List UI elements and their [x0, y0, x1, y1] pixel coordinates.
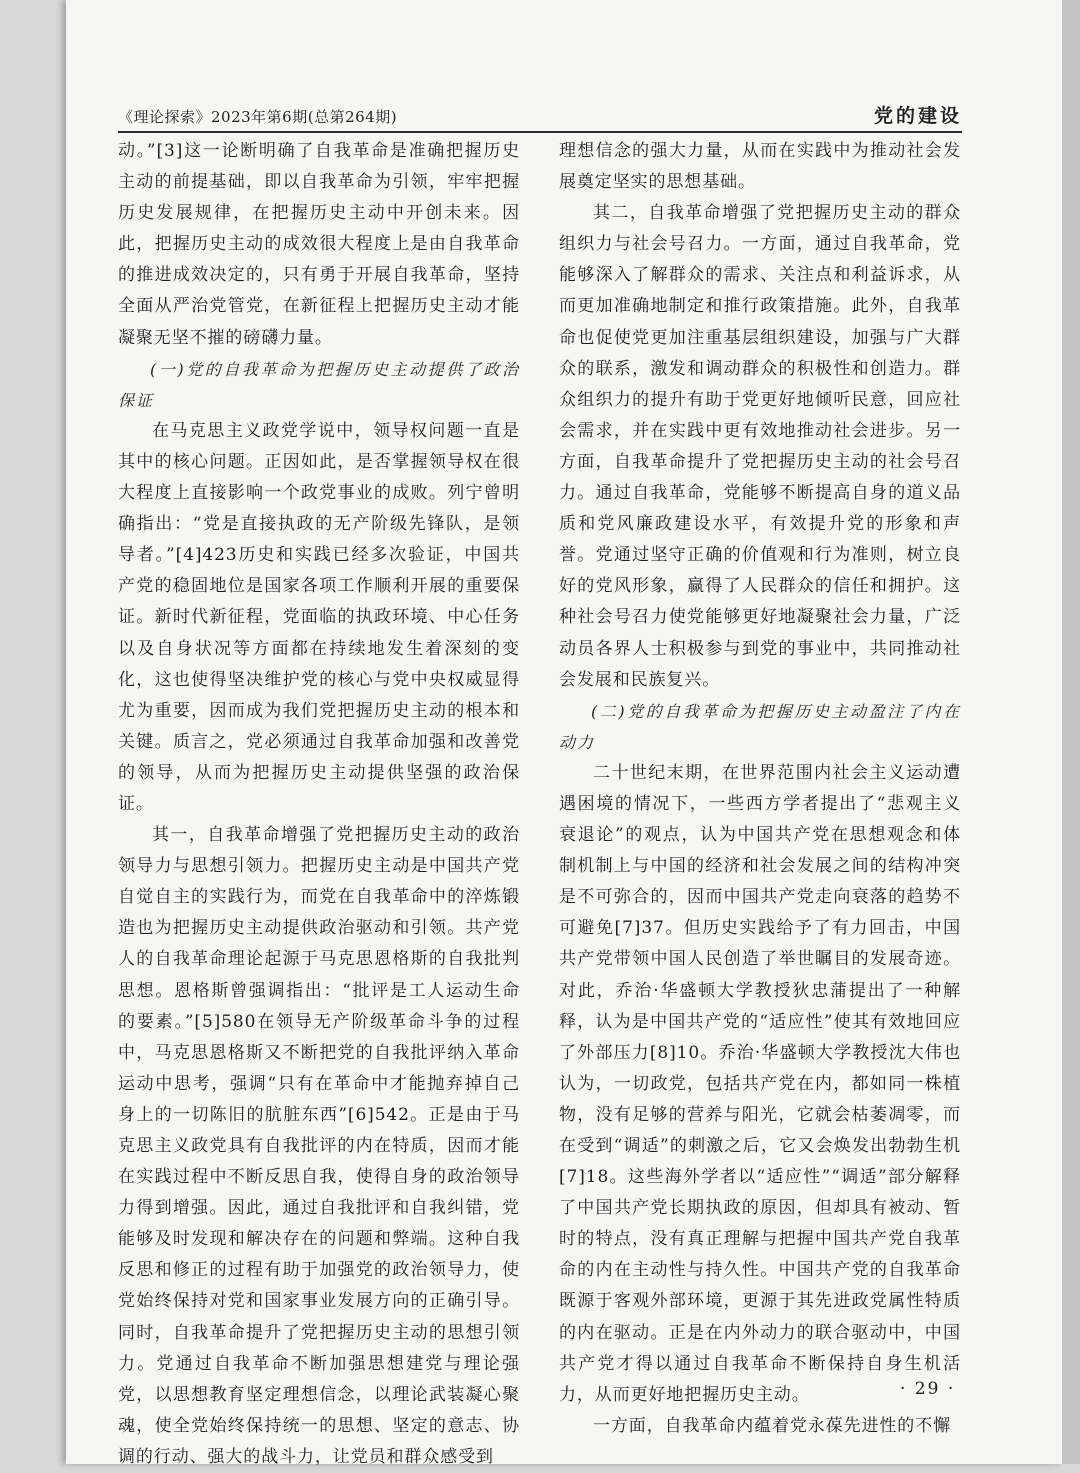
- paragraph: 其二，自我革命增强了党把握历史主动的群众组织力与社会号召力。一方面，通过自我革命，党能够深入了解群众的需求、关注点和利益诉求，从而更加准确地制定和推行政策措施。此外，自我革命也促使党更加注重基层组织建设，加强与广大群众的联系，激发和调动群众的积极性和创造力。群众组织力的提升有助于党更好地倾听民意，回应社会需求，并在实践中更有效地推动社会进步。另一方面，自我革命提升了党把握历史主动的社会号召力。通过自我革命，党能够不断提高自身的道义品质和党风廉政建设水平，有效提升党的形象和声誉。党通过坚守正确的价值观和行为准则，树立良好的党风形象，赢得了人民群众的信任和拥护。这种社会号召力使党能够更好地凝聚社会力量，广泛动员各界人士积极参与到党的事业中，共同推动社会发展和民族复兴。: [559, 203, 961, 690]
- paragraph: 二十世纪末期，在世界范围内社会主义运动遭遇困境的情况下，一些西方学者提出了“悲观主义衰退论”的观点，认为中国共产党在思想观念和体制机制上与中国的经济和社会发展之间的结构冲突是不可弥合的，因而中国共产党走向衰落的趋势不可避免[7]37。但历史实践给予了有力回击，中国共产党带领中国人民创造了举世瞩目的发展奇迹。对此，乔治·华盛顿大学教授狄忠蒲提出了一种解释，认为是中国共产党的“适应性”使其有效地回应了外部压力[8]10。乔治·华盛顿大学教授沈大伟也认为，一切政党，包括共产党在内，都如同一株植物，没有足够的营养与阳光，它就会枯萎凋零，而在受到“调适”的刺激之后，它又会焕发出勃勃生机[7]18。这些海外学者以“适应性”“调适”部分解释了中国共产党长期执政的原因，但却具有被动、暂时的特点，没有真正理解与把握中国共产党自我革命的内在主动性与持久性。中国共产党的自我革命既源于客观外部环境，更源于其先进政党属性特质的内在驱动。正是在内外动力的联合驱动中，中国共产党才得以通过自我革命不断保持自身生机活力，从而更好地把握历史主动。: [559, 762, 961, 1405]
- section-heading: (一)党的自我革命为把握历史主动提供了政治保证: [118, 359, 520, 410]
- section-heading: (二)党的自我革命为把握历史主动盈注了内在动力: [559, 701, 961, 752]
- paragraph: 动。”[3]这一论断明确了自我革命是准确把握历史主动的前提基础，即以自我革命为引领，牢牢把握历史发展规律，在把握历史主动中开创未来。因此，把握历史主动的成效很大程度上是由自我革命的推进成效决定的，只有勇于开展自我革命，坚持全面从严治党管党，在新征程上把握历史主动才能凝聚无坚不摧的磅礴力量。: [118, 141, 520, 348]
- running-header: [118, 104, 962, 130]
- page-edge-shadow: [1062, 0, 1080, 1464]
- left-column: [118, 136, 520, 1473]
- paragraph: 其一，自我革命增强了党把握历史主动的政治领导力与思想引领力。把握历史主动是中国共产党自觉自主的实践行为，而党在自我革命中的淬炼锻造也为把握历史主动提供政治驱动和引领。共产党人的自我革命理论起源于马克思恩格斯的自我批判思想。恩格斯曾强调指出：“批评是工人运动生命的要素。”[5]580在领导无产阶级革命斗争的过程中，马克思恩格斯又不断把党的自我批评纳入革命运动中思考，强调“只有在革命中才能抛弃掉自己身上的一切陈旧的肮脏东西”[6]542。正是由于马克思主义政党具有自我批评的内在特质，因而才能在实践过程中不断反思自我，使得自身的政治领导力得到增强。因此，通过自我批评和自我纠错，党能够及时发现和解决存在的问题和弊端。这种自我反思和修正的过程有助于加强党的政治领导力，使党始终保持对党和国家事业发展方向的正确引导。同时，自我革命提升了党把握历史主动的思想引领力。党通过自我革命不断加强思想建党与理论强党，以思想教育坚定理想信念，以理论武装凝心聚魂，使全党始终保持统一的思想、坚定的意志、协调的行动、强大的战斗力，让党员和群众感受到: [118, 825, 520, 1467]
- journal-title: 《理论探索》2023年第6期(总第264期): [118, 108, 398, 126]
- header-rule: [118, 131, 962, 133]
- section-title: 党的建设: [873, 105, 962, 127]
- paragraph: 理想信念的强大力量，从而在实践中为推动社会发展奠定坚实的思想基础。: [559, 141, 961, 193]
- paragraph: 一方面，自我革命内蕴着党永葆先进性的不懈: [593, 1415, 951, 1436]
- page-number: · 29 ·: [900, 1379, 956, 1399]
- right-column: [559, 136, 961, 1442]
- paragraph: 在马克思主义政党学说中，领导权问题一直是其中的核心问题。正因如此，是否掌握领导权在很大程度上直接影响一个政党事业的成败。列宁曾明确指出：“党是直接执政的无产阶级先锋队，是领导者。”[4]423历史和实践已经多次验证，中国共产党的稳固地位是国家各项工作顺利开展的重要保证。新时代新征程，党面临的执政环境、中心任务以及自身状况等方面都在持续地发生着深刻的变化，这也使得坚决维护党的核心与党中央权威显得尤为重要，因而成为我们党把握历史主动的根本和关键。质言之，党必须通过自我革命加强和改善党的领导，从而为把握历史主动提供坚强的政治保证。: [118, 420, 520, 814]
